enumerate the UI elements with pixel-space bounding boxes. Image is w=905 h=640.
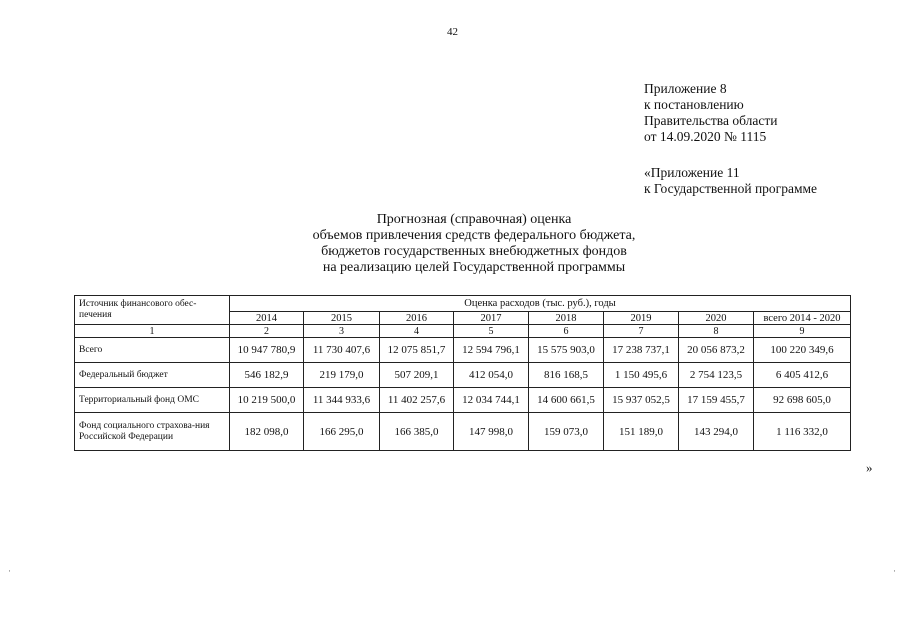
- appendix-line: Правительства области: [644, 113, 778, 128]
- appendix-line: к Государственной программе: [644, 181, 818, 196]
- table-cell: 12 034 744,1: [454, 388, 529, 413]
- year-header: 2018: [529, 312, 604, 325]
- title-line: объемов привлечения средств федерального бюджета,: [312, 228, 636, 243]
- column-index: 2: [230, 325, 304, 338]
- financing-table: [74, 295, 851, 451]
- appendix-line: «Приложение 11: [644, 165, 740, 180]
- year-header: 2015: [304, 312, 380, 325]
- table-cell: 17 238 737,1: [604, 338, 679, 363]
- appendix-line: от 14.09.2020 № 1115: [644, 129, 767, 144]
- table-row: [75, 388, 851, 413]
- index-row: [75, 325, 851, 338]
- year-header: 2020: [679, 312, 754, 325]
- table-cell: 15 575 903,0: [529, 338, 604, 363]
- row-source: Федеральный бюджет: [75, 363, 230, 388]
- table-cell: 10 219 500,0: [230, 388, 304, 413]
- row-source: Всего: [75, 338, 230, 363]
- table-cell: 1 150 495,6: [604, 363, 679, 388]
- row-source: Фонд социального страхова-ния Российской Федерации: [75, 413, 230, 451]
- table-cell: 816 168,5: [529, 363, 604, 388]
- year-header: 2016: [380, 312, 454, 325]
- table-cell: 17 159 455,7: [679, 388, 754, 413]
- column-index: 6: [529, 325, 604, 338]
- table-cell: 2 754 123,5: [679, 363, 754, 388]
- year-header: 2017: [454, 312, 529, 325]
- table-cell: 182 098,0: [230, 413, 304, 451]
- table-cell: 11 402 257,6: [380, 388, 454, 413]
- table-cell: 151 189,0: [604, 413, 679, 451]
- column-index: 7: [604, 325, 679, 338]
- scan-mark-left: ·: [8, 566, 11, 576]
- title-line: Прогнозная (справочная) оценка: [376, 212, 572, 227]
- year-header: 2019: [604, 312, 679, 325]
- table-row: [75, 363, 851, 388]
- table-cell: 6 405 412,6: [754, 363, 851, 388]
- table-cell: 159 073,0: [529, 413, 604, 451]
- column-index: 9: [754, 325, 851, 338]
- column-index: 4: [380, 325, 454, 338]
- appendix-line: Приложение 8: [644, 81, 727, 96]
- header-row: [75, 296, 851, 312]
- table-cell: 143 294,0: [679, 413, 754, 451]
- row-source: Территориальный фонд ОМС: [75, 388, 230, 413]
- table-cell: 507 209,1: [380, 363, 454, 388]
- table-cell: 1 116 332,0: [754, 413, 851, 451]
- title-line: на реализацию целей Государственной программы: [322, 260, 626, 275]
- table-cell: 20 056 873,2: [679, 338, 754, 363]
- column-index: 5: [454, 325, 529, 338]
- appendix-block: [644, 81, 777, 145]
- table-cell: 92 698 605,0: [754, 388, 851, 413]
- inner-appendix-block: [644, 165, 817, 197]
- table-cell: 412 054,0: [454, 363, 529, 388]
- document-title: [200, 212, 748, 276]
- table-cell: 15 937 052,5: [604, 388, 679, 413]
- table-cell: 546 182,9: [230, 363, 304, 388]
- year-header: 2014: [230, 312, 304, 325]
- title-line: бюджетов государственных внебюджетных фондов: [321, 244, 627, 259]
- table-cell: 166 295,0: [304, 413, 380, 451]
- table-row: [75, 338, 851, 363]
- group-header: Оценка расходов (тыс. руб.), годы: [230, 296, 851, 312]
- page-number: 42: [447, 26, 458, 38]
- table-cell: 12 594 796,1: [454, 338, 529, 363]
- table-cell: 166 385,0: [380, 413, 454, 451]
- table-cell: 11 730 407,6: [304, 338, 380, 363]
- table-cell: 14 600 661,5: [529, 388, 604, 413]
- table-cell: 10 947 780,9: [230, 338, 304, 363]
- table-cell: 11 344 933,6: [304, 388, 380, 413]
- year-header: всего 2014 - 2020: [754, 312, 851, 325]
- table-cell: 219 179,0: [304, 363, 380, 388]
- column-index: 1: [75, 325, 230, 338]
- scan-mark-right: ·: [893, 566, 896, 576]
- table-row: [75, 413, 851, 451]
- column-index: 8: [679, 325, 754, 338]
- table-cell: 100 220 349,6: [754, 338, 851, 363]
- column-index: 3: [304, 325, 380, 338]
- table-cell: 147 998,0: [454, 413, 529, 451]
- appendix-line: к постановлению: [644, 97, 744, 112]
- closing-quote: »: [866, 460, 873, 475]
- table-cell: 12 075 851,7: [380, 338, 454, 363]
- source-header: Источник финансового обес-печения: [75, 296, 230, 325]
